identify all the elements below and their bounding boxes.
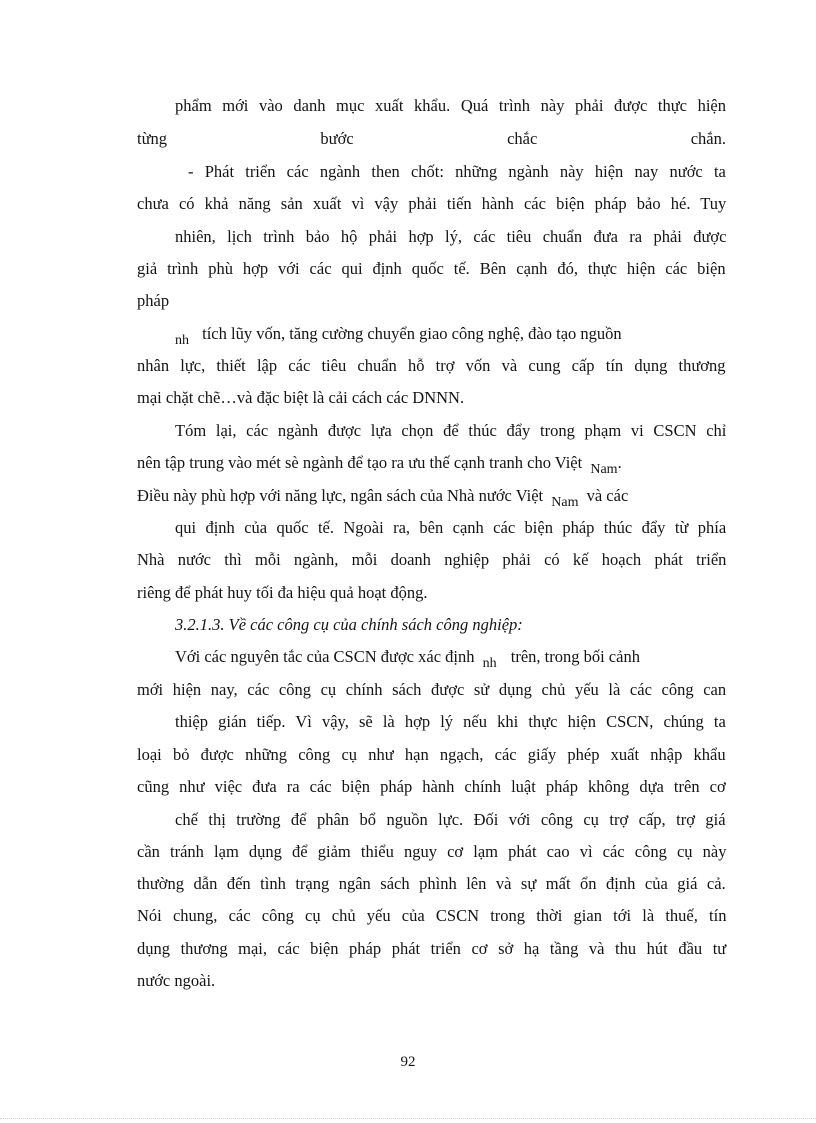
- subscript-fragment: nh: [175, 333, 189, 348]
- text-line: giả trình phù hợp với các qui định quốc tế. Bên cạnh đó, thực hiện các biện: [137, 259, 726, 278]
- text-line: pháp: [137, 291, 170, 310]
- text-line: - Phát triển các ngành then chốt: những ngành này hiện nay nước ta: [188, 162, 726, 181]
- line-text: tích lũy vốn, tăng cường chuyển giao công nghệ, đào tạo nguồn: [202, 324, 622, 343]
- text-line: Nhà nước thì mỗi ngành, mỗi doanh nghiệp phải có kế hoạch phát triển: [137, 550, 727, 569]
- word: từng: [137, 129, 168, 148]
- text-line: thường dẫn đến tình trạng ngân sách phình lên và sự mất ổn định của giá cả.: [137, 874, 726, 893]
- section-heading: 3.2.1.3. Về các công cụ của chính sách công nghiệp:: [175, 615, 523, 634]
- text-line: nhân lực, thiết lập các tiêu chuẩn hỗ trợ vốn và cung cấp tín dụng thương: [137, 356, 726, 375]
- text-line: [137, 453, 726, 475]
- footer-divider: [0, 1118, 816, 1119]
- text-line: nước ngoài.: [137, 971, 216, 990]
- text-line: phẩm mới vào danh mục xuất khẩu. Quá trình này phải được thực hiện: [175, 96, 726, 115]
- line-text: nên tập trung vào mét sè ngành để tạo ra ưu thế cạnh tranh cho Việt: [137, 453, 583, 472]
- text-line: chế thị trường để phân bổ nguồn lực. Đối với công cụ trợ cấp, trợ giá: [175, 810, 726, 829]
- text-line: Nói chung, các công cụ chủ yếu của CSCN trong thời gian tới là thuế, tín: [137, 906, 727, 925]
- line-text: Điều này phù hợp với năng lực, ngân sách của Nhà nước Việt: [137, 486, 544, 505]
- word: chắn.: [690, 129, 726, 148]
- justified-line: [137, 129, 726, 149]
- subscript-fragment: Nam: [590, 462, 618, 477]
- text-line: loại bỏ được những công cụ như hạn ngạch, các giấy phép xuất nhập khẩu: [137, 745, 726, 764]
- text-line: [137, 486, 726, 508]
- text-line: qui định của quốc tế. Ngoài ra, bên cạnh các biện pháp thúc đẩy từ phía: [175, 518, 727, 537]
- text-line: chưa có khả năng sản xuất vì vậy phải tiến hành các biện pháp bảo hé. Tuy: [137, 194, 727, 213]
- line-text: Với các nguyên tắc của CSCN được xác định: [175, 647, 475, 666]
- subscript-fragment: Nam: [551, 495, 579, 510]
- page-number: 92: [400, 1054, 416, 1070]
- text-line: mới hiện nay, các công cụ chính sách được sử dụng chủ yếu là các công can: [137, 680, 727, 699]
- line-tail: .: [617, 453, 622, 472]
- text-line: cần tránh lạm dụng để giảm thiểu nguy cơ lạm phát cao vì các công cụ này: [137, 842, 727, 861]
- word: chắc: [507, 129, 538, 148]
- text-line: [175, 324, 726, 346]
- text-line: Tóm lại, các ngành được lựa chọn để thúc đẩy trong phạm vi CSCN chỉ: [175, 421, 727, 440]
- word: bước: [320, 129, 354, 148]
- subscript-fragment: nh: [482, 656, 497, 671]
- text-line: [175, 647, 726, 669]
- text-line: dụng thương mại, các biện pháp phát triển cơ sở hạ tầng và thu hút đầu tư: [137, 939, 727, 958]
- text-line: nhiên, lịch trình bảo hộ phải hợp lý, các tiêu chuẩn đưa ra phải được: [175, 227, 727, 246]
- text-line: mại chặt chẽ…và đặc biệt là cải cách các DNNN.: [137, 388, 465, 407]
- line-tail: và các: [586, 486, 629, 505]
- text-line: riêng để phát huy tối đa hiệu quả hoạt động.: [137, 583, 428, 602]
- text-line: cũng như việc đưa ra các biện pháp hành chính luật pháp không dựa trên cơ: [137, 777, 726, 796]
- line-tail: trên, trong bối cảnh: [510, 647, 640, 666]
- text-line: thiệp gián tiếp. Vì vậy, sẽ là hợp lý nếu khi thực hiện CSCN, chúng ta: [175, 712, 726, 731]
